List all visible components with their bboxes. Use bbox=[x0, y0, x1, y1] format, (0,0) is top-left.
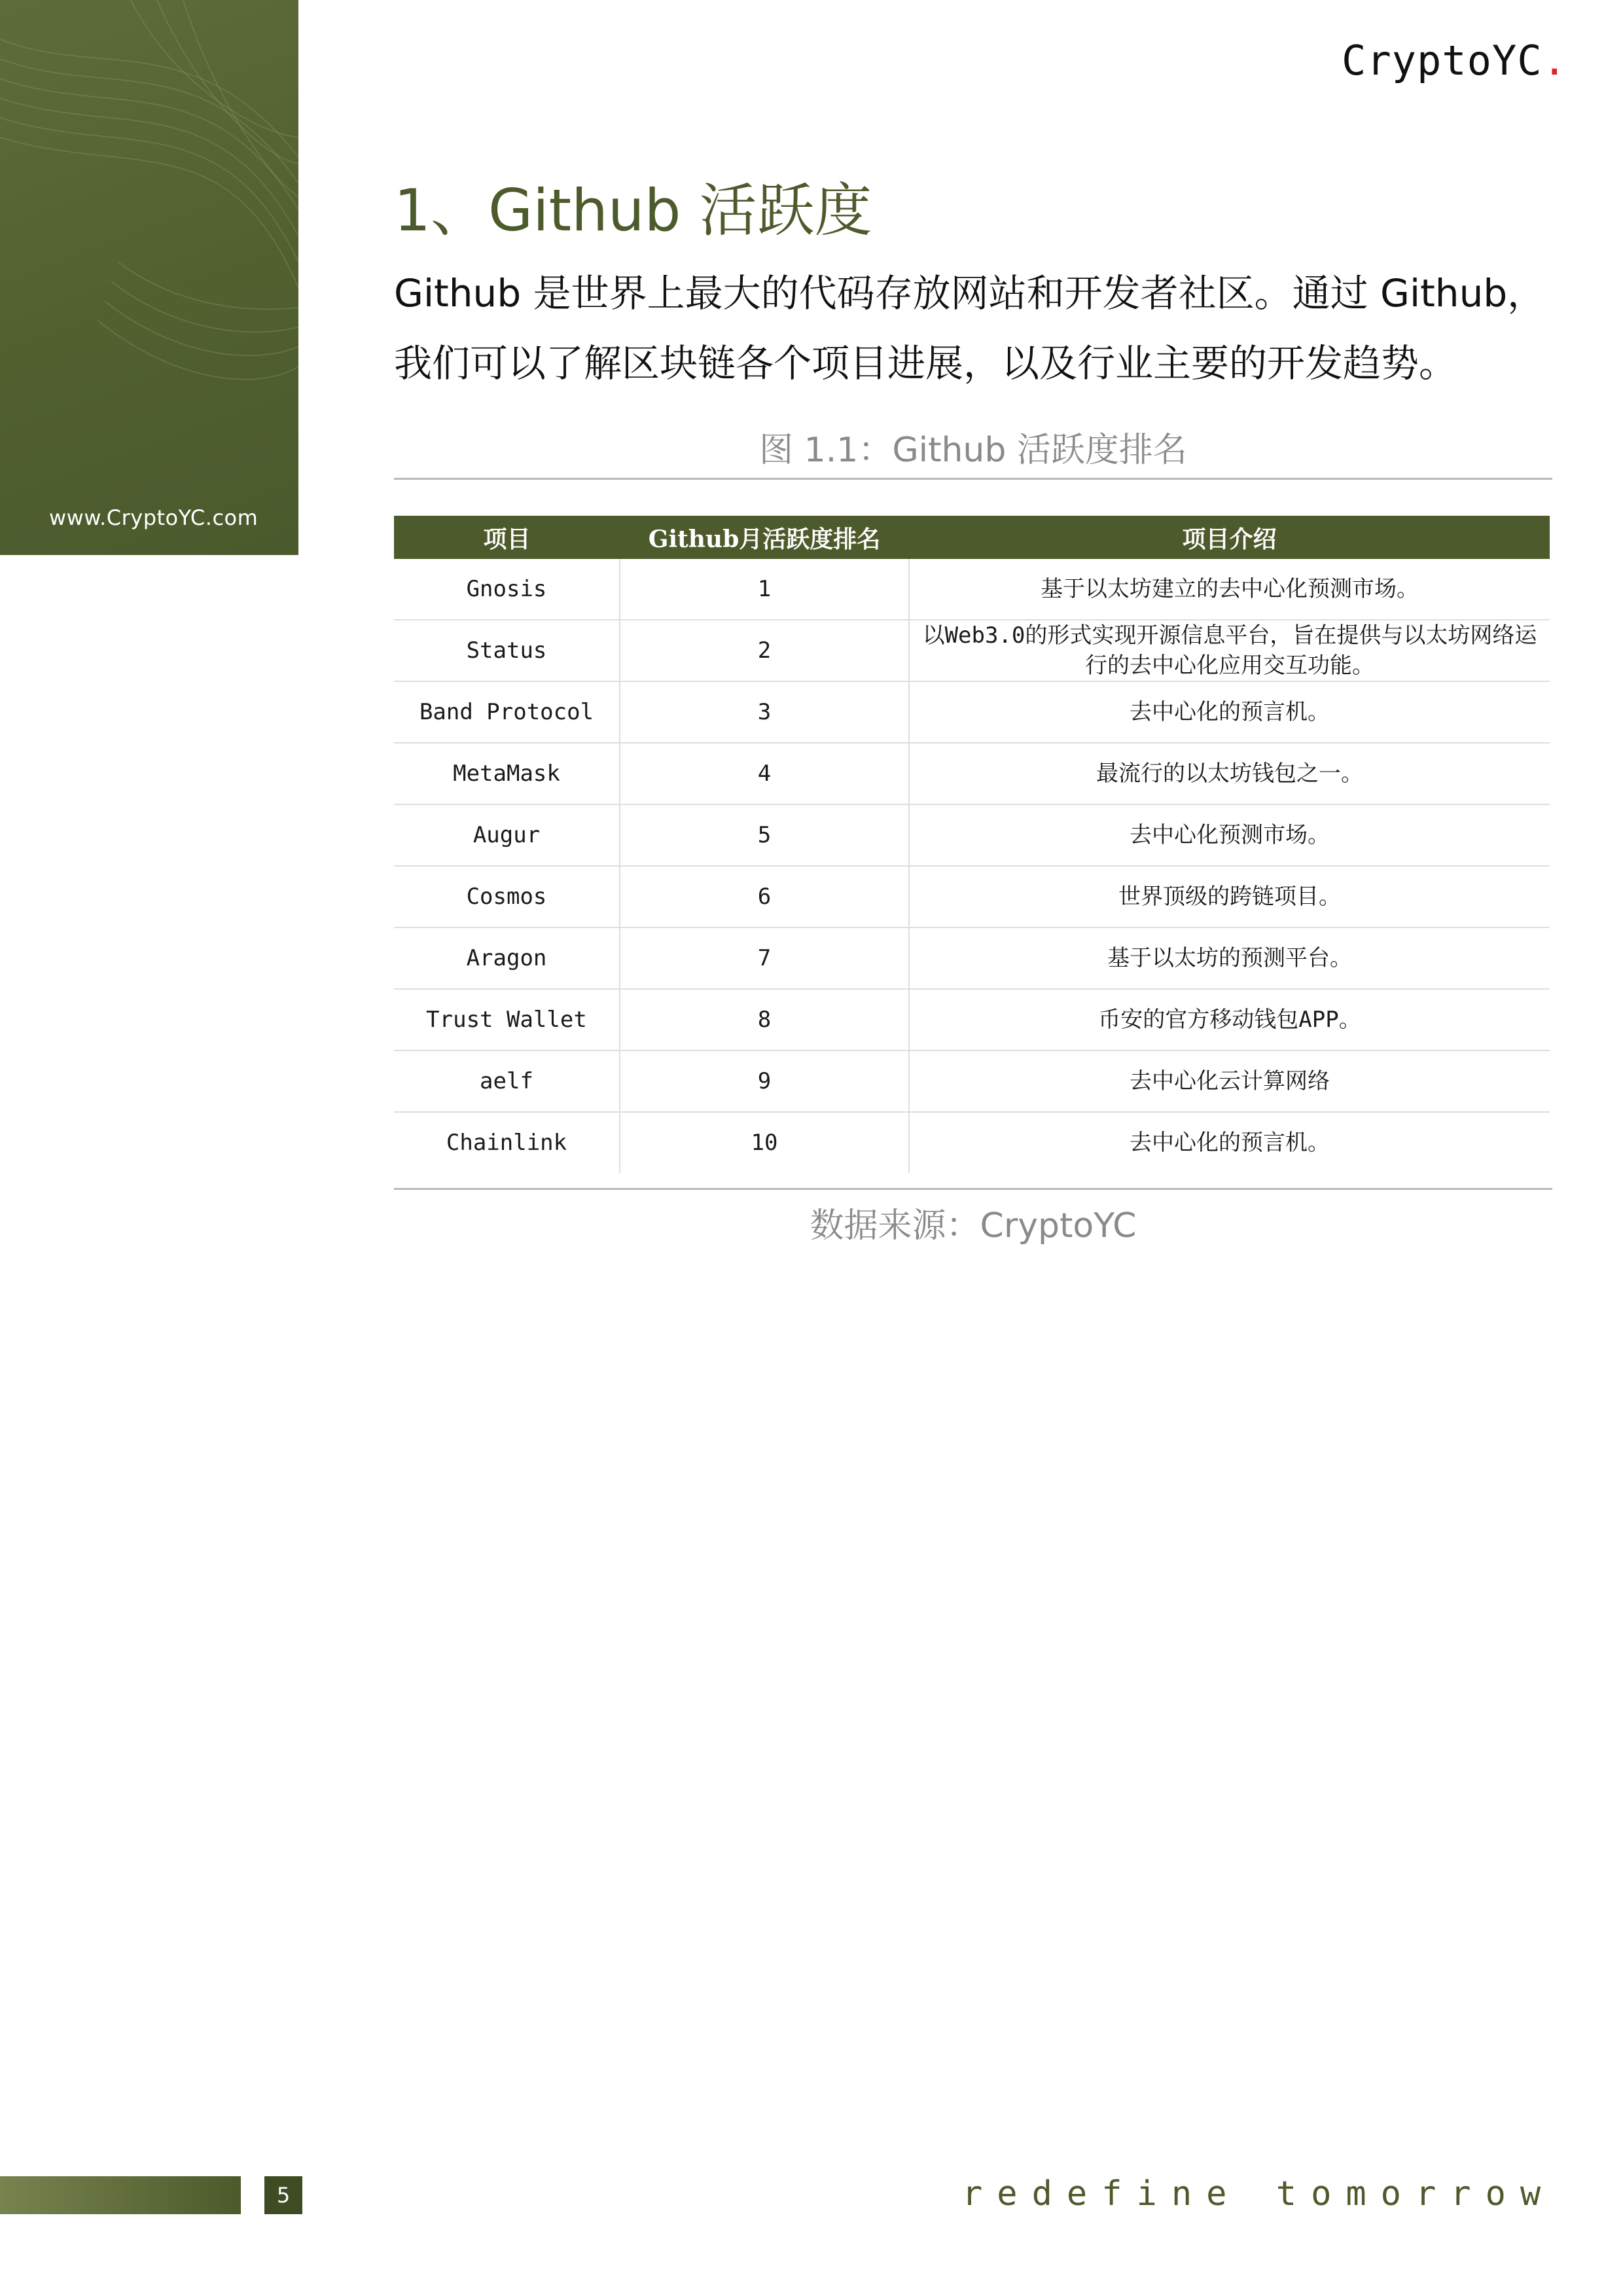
section-title: 1、Github 活跃度 bbox=[394, 177, 872, 244]
cell-description: 世界顶级的跨链项目。 bbox=[909, 866, 1550, 927]
cell-description: 币安的官方移动钱包APP。 bbox=[909, 989, 1550, 1050]
cell-project: MetaMask bbox=[394, 743, 620, 804]
intro-paragraph: Github 是世界上最大的代码存放网站和开发者社区。通过 Github，我们可以了解区块链各个项目进展，以及行业主要的开发趋势。 bbox=[394, 271, 1546, 386]
table-row bbox=[394, 743, 1550, 804]
cell-rank: 4 bbox=[620, 743, 909, 804]
table-row bbox=[394, 927, 1550, 989]
cell-project: Gnosis bbox=[394, 559, 620, 620]
table-row bbox=[394, 804, 1550, 866]
brand-name: CryptoYC bbox=[1342, 37, 1543, 84]
website-url: www.CryptoYC.com bbox=[49, 505, 259, 530]
cell-project: Band Protocol bbox=[394, 681, 620, 743]
cell-rank: 2 bbox=[620, 620, 909, 681]
table-header-row bbox=[394, 516, 1550, 559]
cell-description: 去中心化的预言机。 bbox=[909, 681, 1550, 743]
cell-project: Cosmos bbox=[394, 866, 620, 927]
header-description: 项目介绍 bbox=[909, 516, 1550, 559]
brand-dot: . bbox=[1542, 37, 1567, 84]
cell-project: aelf bbox=[394, 1050, 620, 1112]
cell-rank: 6 bbox=[620, 866, 909, 927]
table-row bbox=[394, 989, 1550, 1050]
cell-description: 基于以太坊的预测平台。 bbox=[909, 927, 1550, 989]
table-row bbox=[394, 681, 1550, 743]
cell-description: 去中心化预测市场。 bbox=[909, 804, 1550, 866]
wave-pattern bbox=[0, 0, 298, 555]
cell-rank: 9 bbox=[620, 1050, 909, 1112]
cell-project: Aragon bbox=[394, 927, 620, 989]
figure-caption: 图 1.1：Github 活跃度排名 bbox=[759, 431, 1187, 470]
page-number: 5 bbox=[264, 2176, 302, 2214]
cell-description: 以Web3.0的形式实现开源信息平台，旨在提供与以太坊网络运行的去中心化应用交互功能。 bbox=[909, 620, 1550, 681]
cell-description: 去中心化的预言机。 bbox=[1130, 1130, 1330, 1156]
cell-project: Augur bbox=[394, 804, 620, 866]
cell-rank: 1 bbox=[620, 559, 909, 620]
table-bottom-rule bbox=[394, 1188, 1552, 1190]
cell-rank: 7 bbox=[620, 927, 909, 989]
cell-description: 去中心化云计算网络 bbox=[909, 1050, 1550, 1112]
github-ranking-table bbox=[394, 516, 1550, 1173]
cell-project: Chainlink bbox=[394, 1112, 620, 1173]
table-row bbox=[394, 620, 1550, 681]
table-row bbox=[394, 866, 1550, 927]
footer-tagline: redefine tomorrow bbox=[962, 2174, 1556, 2214]
brand-logo bbox=[1342, 37, 1567, 84]
cell-project: Trust Wallet bbox=[394, 989, 620, 1050]
table-row bbox=[394, 559, 1550, 620]
table-top-rule bbox=[394, 478, 1552, 480]
data-source: 数据来源：CryptoYC bbox=[810, 1206, 1137, 1246]
cell-rank: 8 bbox=[620, 989, 909, 1050]
cell-description: 最流行的以太坊钱包之一。 bbox=[909, 743, 1550, 804]
table-row bbox=[394, 1050, 1550, 1112]
header-project: 项目 bbox=[394, 516, 620, 559]
cell-rank: 10 bbox=[620, 1112, 909, 1173]
table-row bbox=[394, 1112, 1550, 1173]
cell-description: 基于以太坊建立的去中心化预测市场。 bbox=[909, 559, 1550, 620]
footer-accent-bar bbox=[0, 2176, 241, 2214]
sidebar-panel bbox=[0, 0, 298, 555]
cell-rank: 5 bbox=[620, 804, 909, 866]
cell-rank: 3 bbox=[620, 681, 909, 743]
cell-project: Status bbox=[394, 620, 620, 681]
header-rank: Github月活跃度排名 bbox=[620, 516, 909, 559]
